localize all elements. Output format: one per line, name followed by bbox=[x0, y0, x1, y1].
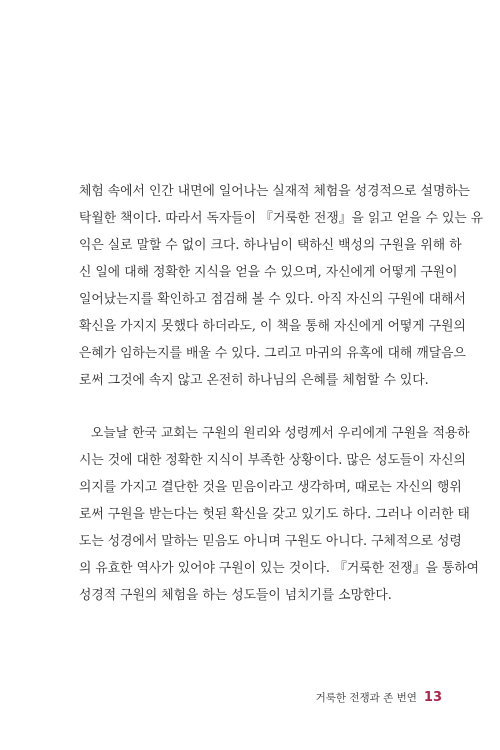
text-line: 로써 구원을 받는다는 헛된 확신을 갖고 있기도 하다. 그러나 이러한 태 bbox=[79, 507, 470, 522]
text-line: 의 유효한 역사가 있어야 구원이 있는 것이다. 『거룩한 전쟁』을 통하여 bbox=[79, 561, 480, 576]
text-line: 도는 성경에서 말하는 믿음도 아니며 구원도 아니다. 구체적으로 성령 bbox=[79, 534, 462, 549]
paragraph-1 bbox=[79, 178, 484, 394]
running-title: 거룩한 전쟁과 존 번연 bbox=[315, 692, 417, 704]
text-line: 은혜가 임하는지를 배울 수 있다. 그리고 마귀의 유혹에 대해 깨달음으 bbox=[79, 346, 466, 361]
text-line: 시는 것에 대한 정확한 지식이 부족한 상황이다. 많은 성도들이 자신의 bbox=[79, 453, 466, 468]
paragraph-gap bbox=[79, 394, 422, 420]
text-line: 신 일에 대해 정확한 지식을 얻을 수 있으며, 자신에게 어떻게 구원이 bbox=[79, 265, 458, 280]
text-line: 성경적 구원의 체험을 하는 성도들이 넘치기를 소망한다. bbox=[79, 588, 392, 603]
body-text bbox=[79, 178, 484, 609]
text-line: 일어났는지를 확인하고 점검해 볼 수 있다. 아직 자신의 구원에 대해서 bbox=[79, 292, 466, 307]
text-line: 로써 그것에 속지 않고 온전히 하나님의 은혜를 체험할 수 있다. bbox=[79, 373, 429, 388]
text-line: 체험 속에서 인간 내면에 일어나는 실재적 체험을 성경적으로 설명하는 bbox=[79, 184, 471, 199]
text-line: 익은 실로 말할 수 없이 크다. 하나님이 택하신 백성의 구원을 위해 하 bbox=[79, 238, 462, 253]
page-footer bbox=[316, 690, 442, 708]
paragraph-2 bbox=[79, 420, 480, 609]
text-line: 확신을 가지지 못했다 하더라도, 이 책을 통해 자신에게 어떻게 구원의 bbox=[79, 319, 466, 334]
text-line: 의지를 가지고 결단한 것을 믿음이라고 생각하며, 때로는 자신의 행위 bbox=[79, 480, 462, 495]
text-line: 오늘날 한국 교회는 구원의 원리와 성령께서 우리에게 구원을 적용하 bbox=[91, 426, 470, 441]
text-line: 탁월한 책이다. 따라서 독자들이 『거룩한 전쟁』을 읽고 얻을 수 있는 유 bbox=[79, 211, 484, 226]
page-number: 13 bbox=[423, 690, 442, 705]
